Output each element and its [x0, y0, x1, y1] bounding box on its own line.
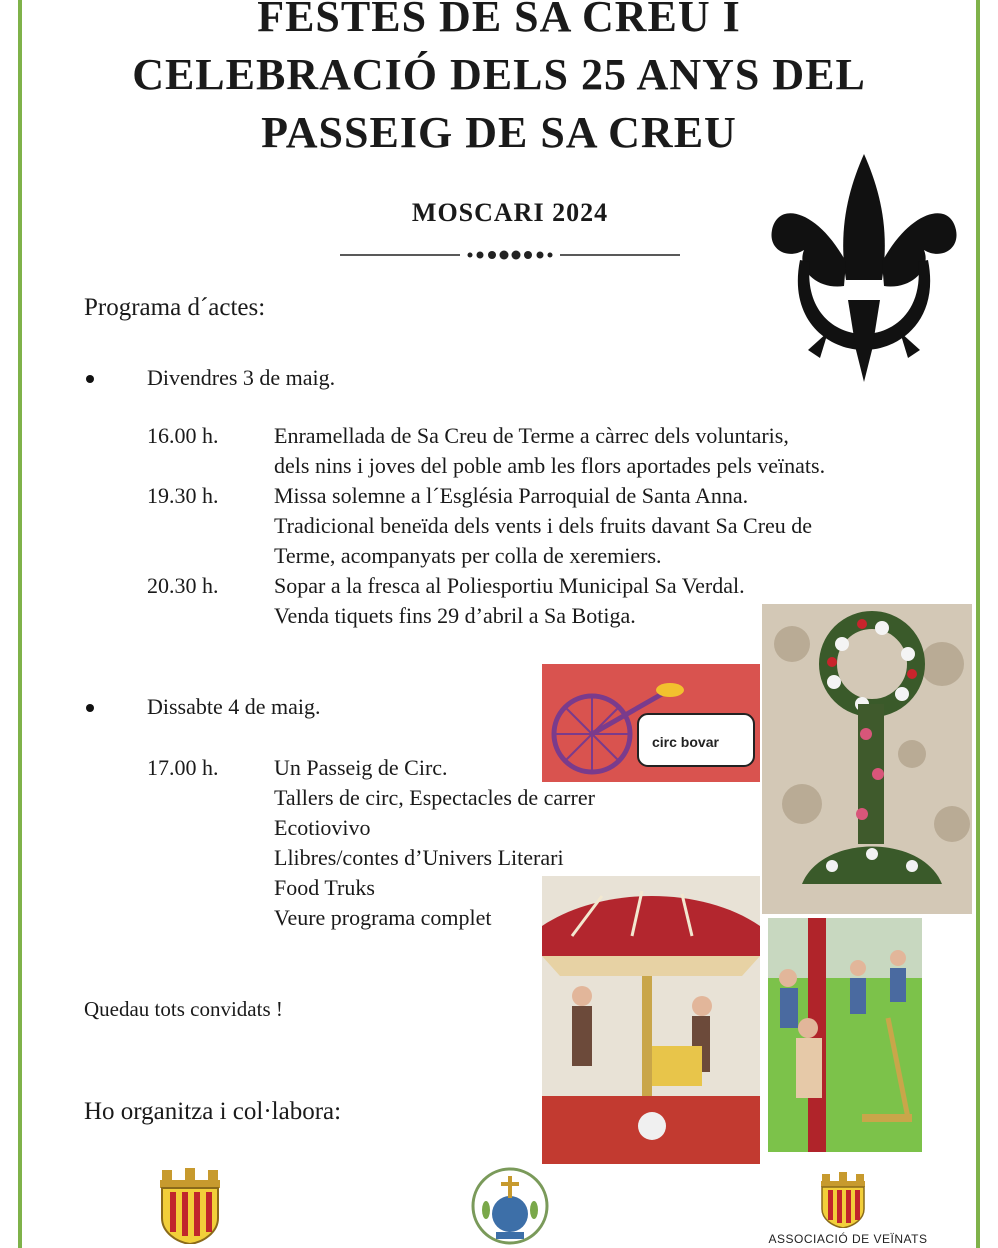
event-line: Sopar a la fresca al Poliesportiu Municipal Sa Verdal. — [274, 573, 745, 598]
title-line-1: FESTES DE SA CREU I — [257, 0, 741, 41]
unicycle-icon — [542, 664, 760, 782]
event-line: Venda tiquets fins 29 d’abril a Sa Botiga. — [274, 603, 636, 628]
neighbours-association-crest-icon — [818, 1172, 868, 1228]
bullet-day-1 — [86, 375, 94, 383]
event-line: Missa solemne a l´Església Parroquial de Santa Anna. — [274, 483, 749, 508]
event-time: 19.30 h. — [147, 483, 219, 508]
carousel-photo — [542, 876, 760, 1164]
event-line: Food Truks — [274, 875, 375, 900]
event-time: 16.00 h. — [147, 423, 219, 448]
carousel-icon — [542, 876, 760, 1164]
kids-playground-photo — [768, 918, 922, 1152]
event-line: Enramellada de Sa Creu de Terme a càrrec dels voluntaris, — [274, 423, 789, 448]
event-line: Tradicional beneïda dels vents i dels fruits davant Sa Creu de — [274, 513, 813, 538]
circ-bovar-logo — [542, 664, 760, 782]
right-green-border — [976, 0, 980, 1248]
closing-text: Quedau tots convidats ! — [84, 997, 283, 1021]
town-crest-icon — [156, 1168, 224, 1244]
bullet-day-2 — [86, 704, 94, 712]
title-line-3: PASSEIG DE SA CREU — [261, 108, 737, 157]
event-line: Llibres/contes d’Univers Literari — [274, 845, 564, 870]
programa-heading: Programa d´actes: — [84, 294, 266, 321]
event-time: 17.00 h. — [147, 755, 219, 780]
event-line: Ecotiovivo — [274, 815, 371, 840]
flower-cross-icon — [762, 604, 972, 914]
playground-icon — [768, 918, 922, 1152]
circ-logo-text: circ bovar — [652, 734, 719, 750]
event-line: Un Passeig de Circ. — [274, 755, 448, 780]
subtitle: MOSCARI 2024 — [411, 198, 609, 227]
event-time: 20.30 h. — [147, 573, 219, 598]
ornamental-divider — [340, 248, 680, 262]
event-line: dels nins i joves del poble amb les flors aportades pels veïnats. — [274, 453, 826, 478]
day-1-label: Divendres 3 de maig. — [147, 365, 336, 390]
day-2-label: Dissabte 4 de maig. — [147, 694, 321, 719]
parish-association-logo-icon — [470, 1166, 550, 1246]
left-green-border — [18, 0, 22, 1248]
organizers-heading: Ho organitza i col·labora: — [84, 1098, 342, 1125]
event-line: Veure programa complet — [274, 905, 492, 930]
cross-flowers-photo — [762, 604, 972, 914]
footer-logo-caption: ASSOCIACIÓ DE VEÏNATS — [768, 1232, 928, 1246]
event-line: Tallers de circ, Espectacles de carrer — [274, 785, 595, 810]
fleur-de-lis-emblem-icon — [768, 150, 960, 386]
title-line-2: CELEBRACIÓ DELS 25 ANYS DEL — [132, 50, 866, 99]
event-line: Terme, acompanyats per colla de xeremiers. — [274, 543, 662, 568]
